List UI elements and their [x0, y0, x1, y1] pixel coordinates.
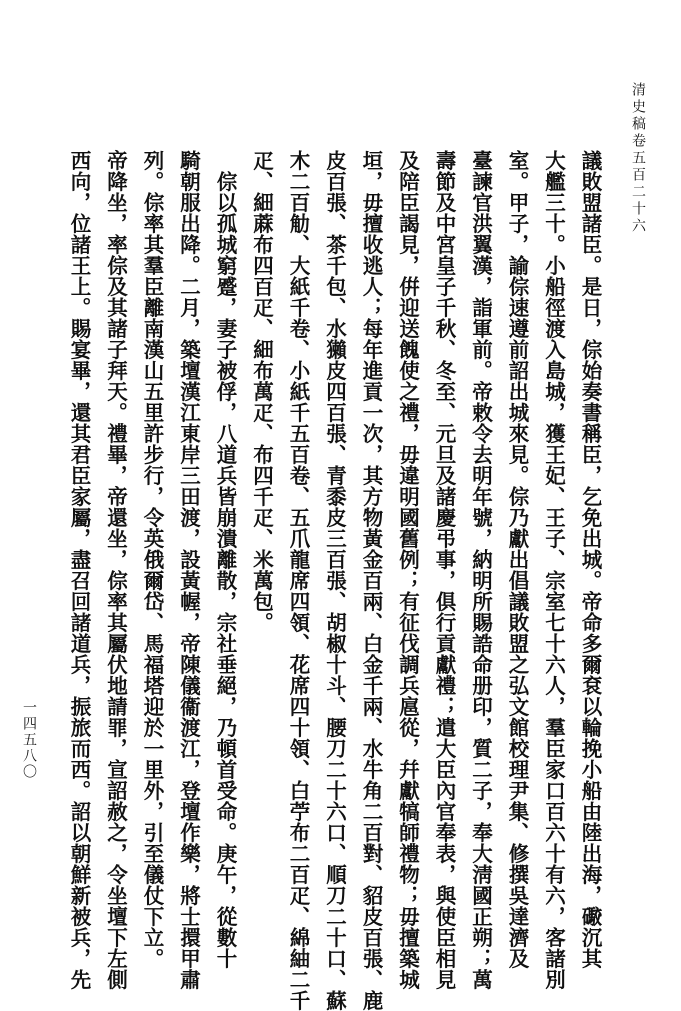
body-text: [67, 150, 602, 1011]
running-header: 清史稿卷五百二十六: [630, 82, 646, 235]
text-column: 垣，毋擅收逃人；每年進貢一次，其方物黃金百兩、白金千兩、水牛角二百對、貂皮百張、鹿: [359, 150, 383, 1011]
text-column: 木二百觔、大紙千卷、小紙千五百卷、五爪龍席四領、花席四十領、白苧布二百疋、綿紬二千: [286, 150, 310, 1011]
text-column: 壽節及中宮皇子千秋、冬至、元旦及諸慶弔事，俱行貢獻禮；遣大臣內官奉表，與使臣相見: [432, 150, 456, 990]
text-column: 列。倧率其羣臣離南漢山五里許步行，令英俄爾岱、馬福塔迎於一里外，引至儀仗下立。: [140, 150, 164, 969]
text-column: 皮百張、茶千包、水獺皮四百張、青黍皮三百張、胡椒十斗、腰刀二十六口、順刀二十口、蘇: [322, 150, 347, 1011]
text-column: 疋、細蔴布四百疋、細布萬疋、布四千疋、米萬包。: [249, 150, 274, 633]
text-column: 室。甲子，諭倧速遵前詔出城來見。倧乃獻出倡議敗盟之弘文館校理尹集、修撰吳達濟及: [505, 150, 529, 969]
text-column: 議敗盟諸臣。是日，倧始奏書稱臣，乞免出城。帝命多爾袞以輪挽小船由陸出海，礮沉其: [578, 150, 602, 969]
text-column: 臺諫官洪翼漢，詣軍前。帝敕令去明年號，納明所賜誥命册印，質二子，奉大淸國正朔；萬: [468, 150, 493, 990]
text-column: 西向，位諸王上。賜宴畢，還其君臣家屬，盡召回諸道兵，振旅而西。詔以朝鮮新被兵，先: [67, 150, 91, 990]
text-column: 騎朝服出降。二月，築壇漢江東岸三田渡，設黃幄，帝陳儀衞渡江，登壇作樂，將士擐甲肅: [176, 150, 201, 990]
page-number: 一四五八〇: [21, 700, 37, 780]
text-column: 倧以孤城窮蹙，妻子被俘，八道兵皆崩潰離散，宗社垂絕，乃頓首受命。庚午，從數十: [213, 150, 237, 969]
text-column: 帝降坐，率倧及其諸子拜天。禮畢，帝還坐，倧率其屬伏地請罪，宣詔赦之，令坐壇下左側: [103, 150, 128, 990]
text-column: 大艦三十。小船徑渡入島城，獲王妃、王子、宗室七十六人，羣臣家口百六十有六，客諸別: [541, 150, 566, 990]
text-column: 及陪臣謁見，倂迎送餽使之禮，毋違明國舊例；有征伐調兵扈從，幷獻犒師禮物；毋擅築城: [395, 150, 420, 990]
